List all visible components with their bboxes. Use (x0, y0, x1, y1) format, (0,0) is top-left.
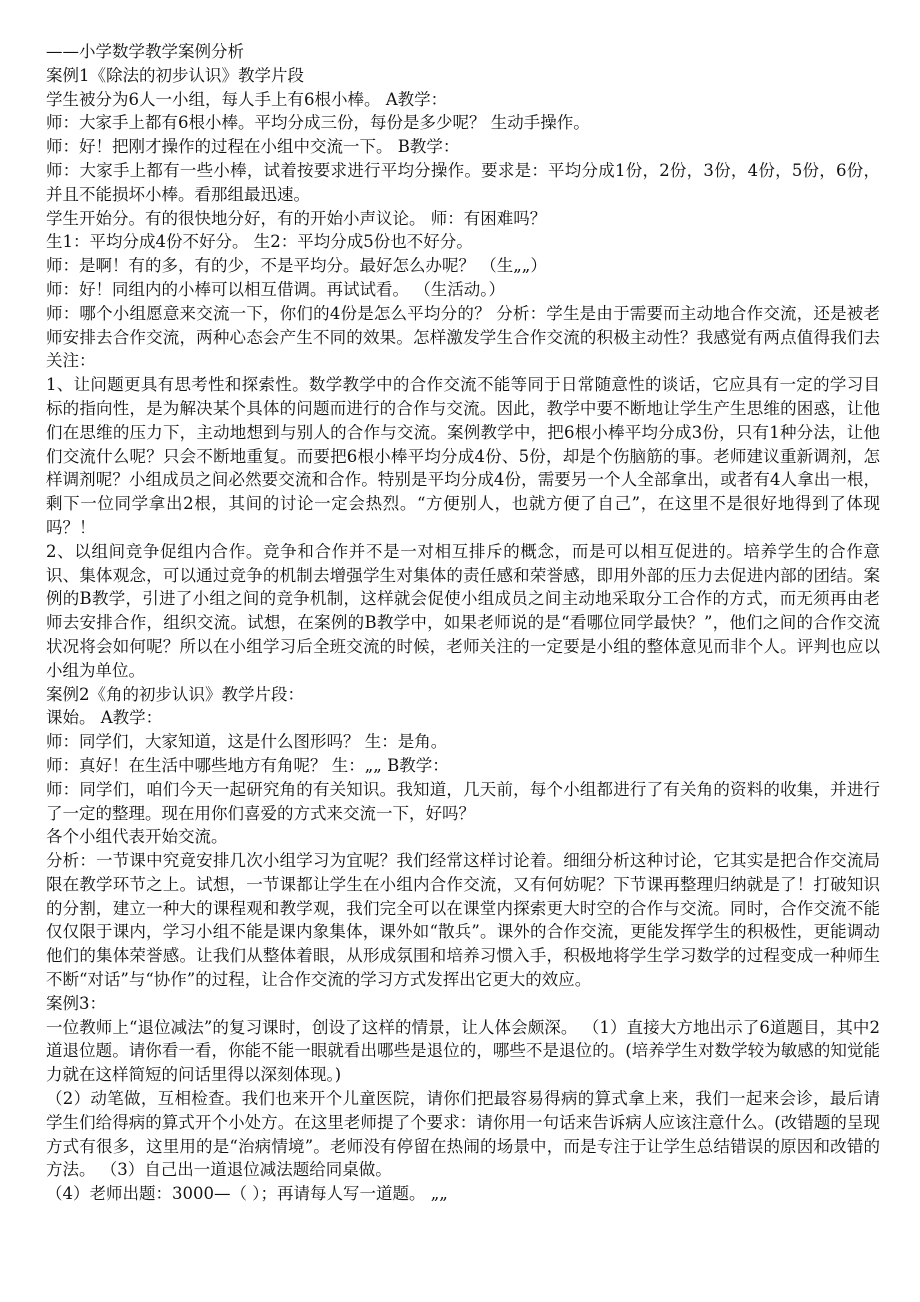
case2-dialogue-5: 各个小组代表开始交流。 (46, 827, 228, 847)
doc-title: ——小学数学教学案例分析 (46, 42, 244, 61)
case1-dialogue-4: 学生开始分。有的很快地分好，有的开始小声议论。 师：有困难吗？ (46, 208, 547, 228)
case2-heading: 案例2《角的初步认识》教学片段： (46, 684, 304, 704)
case2-analysis: 分析：一节课中究竟安排几次小组学习为宜呢？我们经常这样讨论着。细细分析这种讨论，它其实是把合作交流局限在教学环节之上。试想，一节课都让学生在小组内合作交流，又有何妨呢？下节课再整理归纳就是了！打破知识的分割，建立一种大的课程观和教学观，我们完全可以在课堂内探索更大时空的合作与交流。同时，合作交流不能仅仅限于课内，学习小组不能是课内象集体，课外如“散兵”。课外的合作交流，更能发挥学生的积极性，更能调动他们的集体荣誉感。让我们从整体着眼，从形成氛围和培养习惯入手，积极地将学生学习数学的过程变成一种师生不断“对话”与“协作”的过程，让合作交流的学习方式发挥出它更大的效应。 (46, 851, 880, 990)
case1-dialogue-2: 师：好！把刚才操作的过程在小组中交流一下。 B教学： (46, 137, 460, 157)
case1-dialogue-1: 师：大家手上都有6根小棒。平均分成三份，每份是多少呢？ 生动手操作。 (46, 113, 590, 133)
case1-dialogue-6: 师：是啊！有的多，有的少，不是平均分。最好怎么办呢？ （生„„） (46, 256, 547, 276)
case2-dialogue-3: 师：真好！在生活中哪些地方有角呢？ 生：„„ B教学： (46, 755, 449, 775)
case1-analysis: 师：哪个小组愿意来交流一下，你们的4份是怎么平均分的？ 分析：学生是由于需要而主动地合作交流，还是被老师安排去合作交流，两种心态会产生不同的效果。怎样激发学生合作交流的积极主动性？我感觉有两点值得我们去关注： (46, 303, 880, 371)
case1-dialogue-5: 生1：平均分成4份不好分。 生2：平均分成5份也不好分。 (46, 232, 473, 252)
case1-dialogue-7: 师：好！同组内的小棒可以相互借调。再试试看。 （生活动。） (46, 279, 505, 299)
case3-step-2: （2）动笔做，互相检查。我们也来开个儿童医院，请你们把最容易得病的算式拿上来，我们一起来会诊，最后请学生们给得病的算式开个小处方。在这里老师提了个要求：请你用一句话来告诉病人应该注意什么。(改错题的呈现方式有很多，这里用的是“治病情境”。老师没有停留在热闹的场景中，而是专注于让学生总结错误的原因和改错的方法。 （3）自己出一道退位减法题给同桌做。 (46, 1089, 880, 1180)
case2-dialogue-4: 师：同学们，咱们今天一起研究角的有关知识。我知道，几天前，每个小组都进行了有关角的资料的收集，并进行了一定的整理。现在用你们喜爱的方式来交流一下，好吗？ (46, 779, 880, 823)
case2-dialogue-1: 课始。 A教学： (46, 708, 163, 728)
case1-dialogue-3: 师：大家手上都有一些小棒，试着按要求进行平均分操作。要求是：平均分成1份，2份，3份，4份，5份，6份，并且不能损坏小棒。看那组最迅速。 (46, 160, 880, 204)
case1-point-1: 1、让问题更具有思考性和探索性。数学教学中的合作交流不能等同于日常随意性的谈话，它应具有一定的学习目标的指向性，是为解决某个具体的问题而进行的合作与交流。因此，教学中要不断地让学生产生思维的困惑，让他们在思维的压力下，主动地想到与别人的合作与交流。案例教学中，把6根小棒平均分成3份，只有1种分法，让他们交流什么呢？只会不断地重复。而要把6根小棒平均分成4份、5份，却是个伤脑筋的事。老师建议重新调剂，怎样调剂呢？小组成员之间必然要交流和合作。特别是平均分成4份，需要另一个人全部拿出，或者有4人拿出一根，剩下一位同学拿出2根，其间的讨论一定会热烈。“方便别人，也就方便了自己”，在这里不是很好地得到了体现吗？！ (46, 375, 880, 537)
case3-step-4: （4）老师出题：3000—（ ）；再请每人写一道题。 „„ (46, 1184, 448, 1204)
case1-heading: 案例1《除法的初步认识》教学片段 (46, 65, 304, 85)
case1-point-2: 2、以组间竞争促组内合作。竞争和合作并不是一对相互排斥的概念，而是可以相互促进的。培养学生的合作意识、集体观念，可以通过竞争的机制去增强学生对集体的责任感和荣誉感，即用外部的压力去促进内部的团结。案例的B教学，引进了小组之间的竞争机制，这样就会促使小组成员之间主动地采取分工合作的方式，而无须再由老师去安排合作，组织交流。试想，在案例的B教学中，如果老师说的是“看哪位同学最快？”，他们之间的合作交流状况将会如何呢？所以在小组学习后全班交流的时候，老师关注的一定要是小组的整体意见而非个人。评判也应以小组为单位。 (46, 541, 880, 680)
case1-setup: 学生被分为6人一小组，每人手上有6根小棒。 A教学： (46, 89, 448, 109)
case2-dialogue-2: 师：同学们，大家知道，这是什么图形吗？ 生：是角。 (46, 732, 448, 752)
case3-heading: 案例3： (46, 993, 106, 1013)
document-page (46, 40, 880, 1206)
case3-step-1: 一位教师上“退位减法”的复习课时，创设了这样的情景，让人体会颇深。 （1）直接大方地出示了6道题目，其中2道退位题。请你看一看，你能不能一眼就看出哪些是退位的，哪些不是退位的。(培养学生对数学较为敏感的知觉能力就在这样简短的问话里得以深刻体现。) (46, 1017, 880, 1085)
